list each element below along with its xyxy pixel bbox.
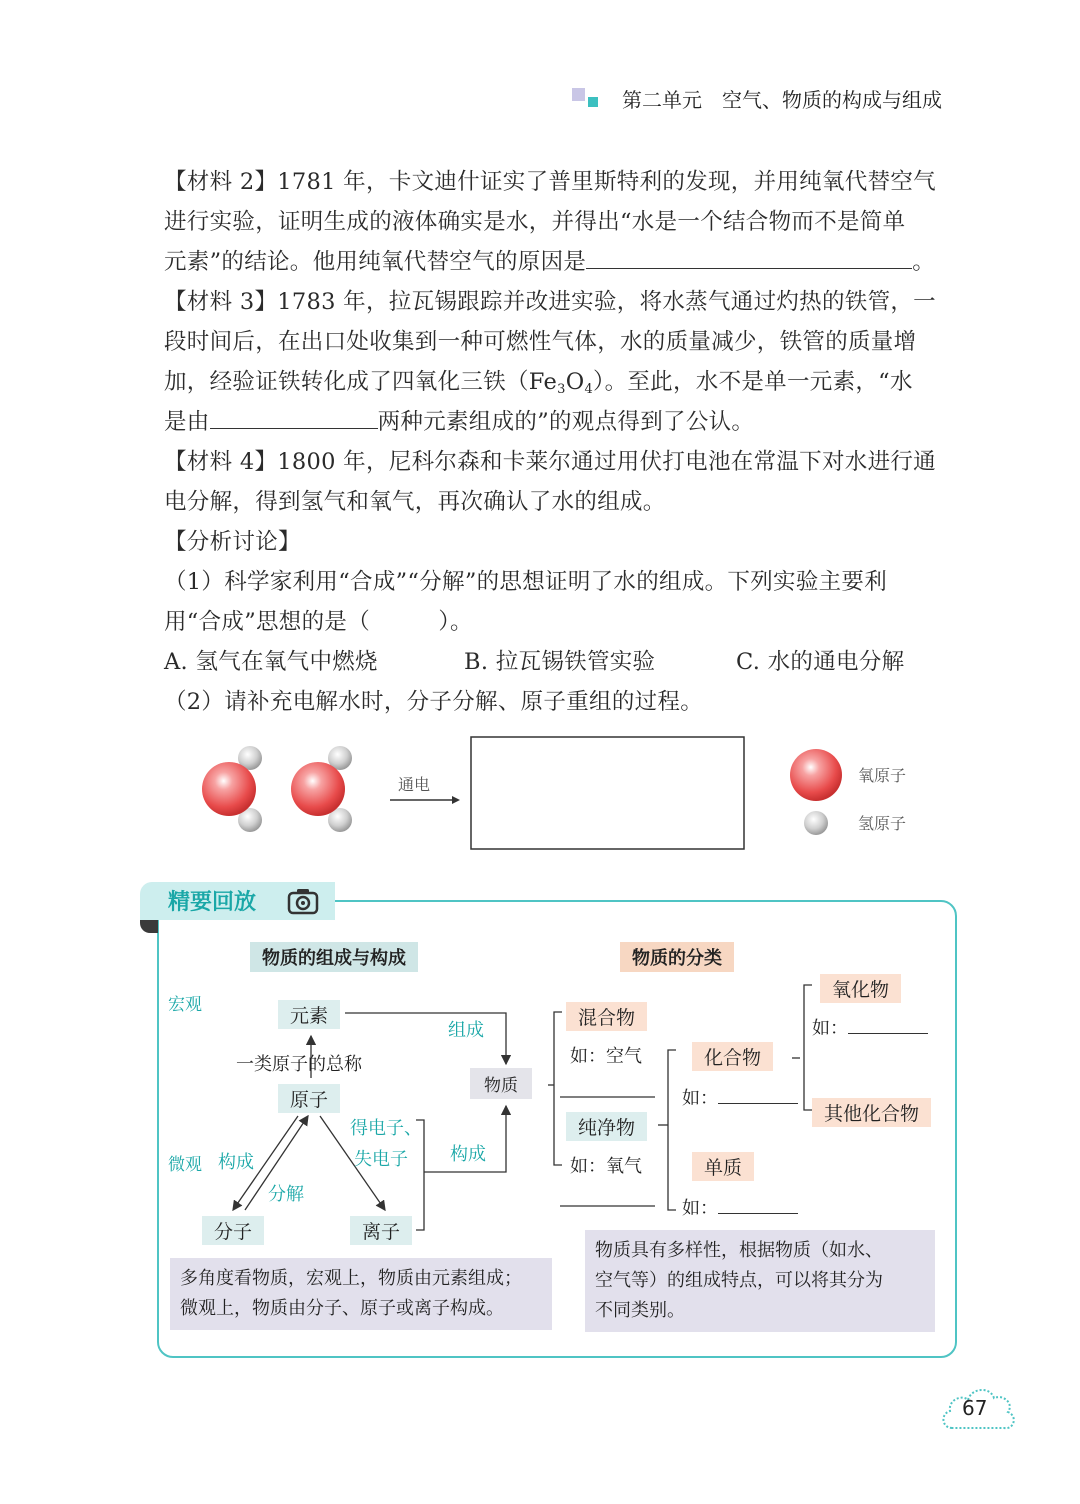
mixture-node: 混合物 (566, 1002, 647, 1031)
hydrogen-atom-icon (804, 811, 828, 835)
heading-composition: 物质的组成与构成 (250, 942, 418, 972)
material-2-line: 元素”的结论。他用纯氧代替空气的原因是 。 (164, 242, 964, 282)
compound-example: 如： (682, 1084, 798, 1110)
option-b[interactable]: B. 拉瓦锡铁管实验 (464, 649, 656, 675)
answer-blank[interactable] (848, 1016, 928, 1034)
legend-hydrogen-label: 氢原子 (858, 814, 907, 833)
simple-substance-node: 单质 (692, 1152, 754, 1181)
atom-node: 原子 (278, 1084, 340, 1113)
option-a[interactable]: A. 氢气在氧气中燃烧 (164, 649, 378, 675)
water-molecule-icon (202, 746, 262, 832)
note-left: 多角度看物质，宏观上，物质由元素组成； 微观上，物质由分子、原子或离子构成。 (170, 1258, 552, 1330)
review-tab-fold (140, 919, 158, 933)
review-title: 精要回放 (168, 890, 257, 915)
answer-blank[interactable] (586, 243, 912, 269)
constitute-label-2: 构成 (450, 1144, 486, 1165)
unit-title: 第二单元 空气、物质的构成与组成 (622, 88, 942, 112)
legend-oxygen-label: 氧原子 (858, 766, 907, 785)
heading-classification: 物质的分类 (620, 942, 734, 972)
pure-substance-example: 如：氧气 (570, 1156, 642, 1177)
oxygen-atom-icon (790, 749, 842, 801)
material-4 (164, 442, 964, 522)
option-c[interactable]: C. 水的通电分解 (736, 649, 905, 675)
other-compound-node: 其他化合物 (812, 1098, 931, 1127)
water-electrolysis-diagram (190, 735, 930, 855)
material-3-line: 【材料 3】1783 年，拉瓦锡跟踪并改进实验，将水蒸气通过灼热的铁管，一 (164, 289, 936, 315)
mixture-example: 如：空气 (570, 1046, 642, 1067)
answer-drawing-box[interactable] (471, 737, 744, 849)
header-mark-icon (572, 88, 602, 108)
atom-definition: 一类原子的总称 (236, 1054, 362, 1075)
material-4-line: 【材料 4】1800 年，尼科尔森和卡莱尔通过用伏打电池在常温下对水进行通 (164, 449, 936, 475)
gain-electron-label: 得电子、 (350, 1118, 422, 1139)
question-1-options (164, 642, 964, 682)
oxide-example: 如： (812, 1014, 928, 1040)
compound-node: 化合物 (692, 1042, 773, 1071)
simple-substance-example: 如： (682, 1194, 798, 1220)
decompose-label: 分解 (268, 1184, 304, 1205)
question-2: （2）请补充电解水时，分子分解、原子重组的过程。 (164, 689, 704, 715)
ion-node: 离子 (350, 1216, 412, 1245)
micro-label: 微观 (168, 1155, 202, 1175)
constitute-label: 构成 (218, 1152, 254, 1173)
question-1: 用“合成”思想的是（ ）。 (164, 609, 473, 635)
material-3-line: 加，经验证铁转化成了四氧化三铁$(Fe_3O_4)$。至此，水不是单一元素，“水 (164, 369, 913, 397)
question-1: （1）科学家利用“合成”“分解”的思想证明了水的组成。下列实验主要利 (164, 569, 888, 595)
lose-electron-label: 失电子 (354, 1149, 408, 1170)
material-3 (164, 282, 964, 442)
material-2 (164, 162, 964, 282)
page-number: 67 (962, 1396, 988, 1420)
answer-blank[interactable] (210, 403, 378, 429)
material-2-line: 进行实验，证明生成的液体确实是水，并得出“水是一个结合物而不是简单 (164, 209, 906, 235)
answer-blank[interactable] (718, 1086, 798, 1104)
analysis-heading: 【分析讨论】 (164, 529, 301, 555)
oxide-node: 氧化物 (820, 974, 901, 1003)
analysis-section (164, 522, 964, 722)
material-2-line: 【材料 2】1781 年，卡文迪什证实了普里斯特利的发现，并用纯氧代替空气 (164, 169, 936, 195)
water-molecule-icon (291, 746, 352, 832)
material-4-line: 电分解，得到氢气和氧气，再次确认了水的组成。 (164, 489, 666, 515)
macro-label: 宏观 (168, 995, 202, 1015)
note-right: 物质具有多样性，根据物质（如水、 空气等）的组成特点，可以将其分为 不同类别。 (585, 1230, 935, 1332)
arrow-label: 通电 (398, 775, 431, 794)
molecule-node: 分子 (202, 1216, 264, 1245)
camera-icon (286, 886, 320, 916)
substance-node: 物质 (470, 1068, 532, 1099)
material-3-line: 是由 两种元素组成的”的观点得到了公认。 (164, 402, 964, 442)
answer-blank[interactable] (718, 1196, 798, 1214)
pure-substance-node: 纯净物 (566, 1112, 647, 1141)
element-node: 元素 (278, 1000, 340, 1029)
material-3-line: 段时间后，在出口处收集到一种可燃性气体，水的质量减少，铁管的质量增 (164, 329, 917, 355)
compose-label: 组成 (448, 1020, 484, 1041)
